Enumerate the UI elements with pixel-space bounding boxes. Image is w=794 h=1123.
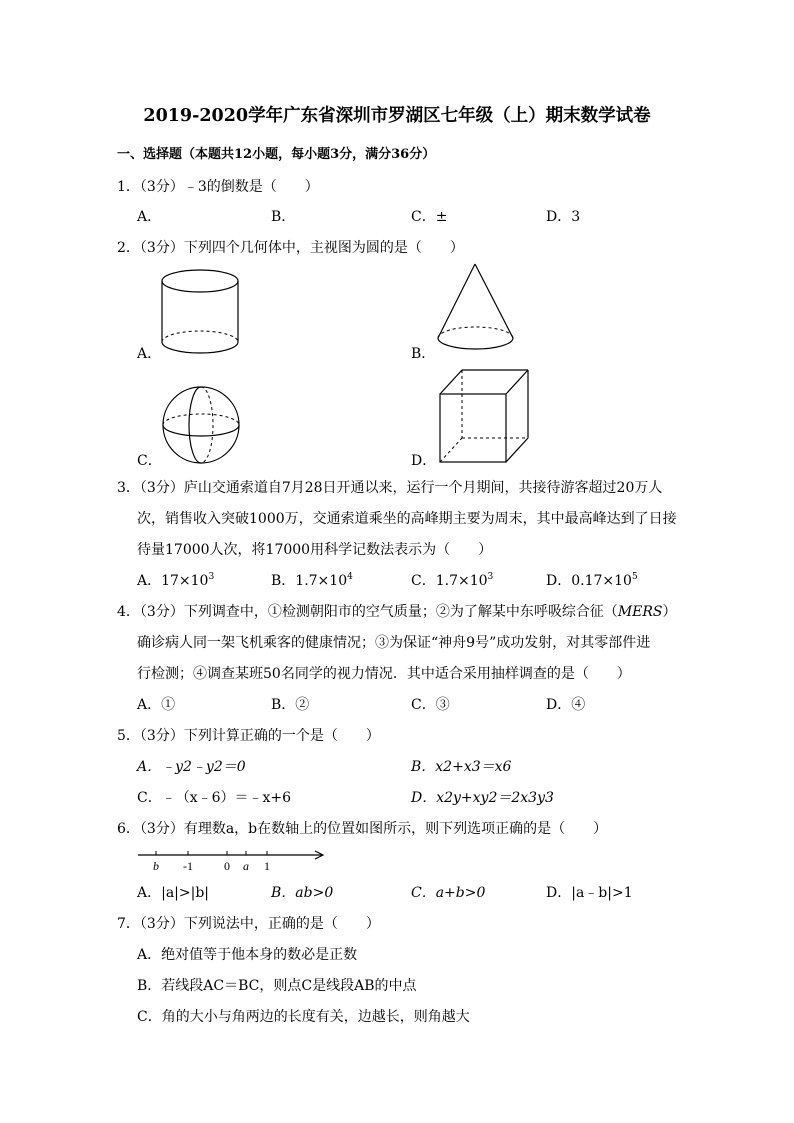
q6-stem: 6．（3分）有理数a，b在数轴上的位置如图所示，则下列选项正确的是（ ） bbox=[117, 821, 608, 837]
q5-option-a: A．﹣y2﹣y2＝0 bbox=[137, 759, 246, 775]
q1-option-c: C．± bbox=[411, 209, 448, 225]
q4-line-3: 行检测；④调查某班50名同学的视力情况．其中适合采用抽样调查的是（ ） bbox=[137, 666, 631, 682]
q3-option-a: A．$17\times 10^3$ bbox=[137, 572, 215, 589]
cylinder-figure bbox=[158, 268, 244, 358]
q1-option-b: B． bbox=[271, 209, 296, 225]
q2-option-d: D． bbox=[411, 453, 437, 469]
q2-option-c: C． bbox=[137, 453, 162, 469]
q7-stem: 7．（3分）下列说法中，正确的是（ ） bbox=[117, 916, 380, 932]
q6-option-a: A．|a|>|b| bbox=[137, 885, 210, 901]
q3-line-2: 次，销售收入突破1000万，交通索道乘坐的高峰期主要为周末，其中最高峰达到了日接 bbox=[137, 511, 677, 527]
axis-label-0: 0 bbox=[224, 859, 230, 873]
q3-option-d: D．$0.17\times 10^5$ bbox=[546, 572, 638, 589]
axis-label-neg1: -1 bbox=[183, 859, 193, 873]
q5-stem: 5．（3分）下列计算正确的一个是（ ） bbox=[117, 728, 380, 744]
axis-label-1: 1 bbox=[264, 859, 270, 873]
sphere-figure bbox=[160, 384, 244, 468]
q2-option-b: B． bbox=[411, 346, 436, 362]
q4-option-d: D．④ bbox=[546, 697, 586, 713]
q4-option-a: A．① bbox=[137, 697, 176, 713]
q4-option-c: C．③ bbox=[411, 697, 450, 713]
q4-line-2: 确诊病人同一架飞机乘客的健康情况；③为保证“神舟9号”成功发射，对其零部件进 bbox=[137, 635, 651, 651]
cube-figure bbox=[438, 368, 530, 466]
q3-option-b: B．$1.7\times 10^4$ bbox=[271, 572, 353, 589]
q6-option-d: D．|a﹣b|>1 bbox=[546, 885, 633, 901]
q1-stem: 1．（3分）﹣3的倒数是（ ） bbox=[117, 179, 319, 195]
q3-option-c: C．$1.7\times 10^3$ bbox=[411, 572, 494, 589]
q4-option-b: B．② bbox=[271, 697, 310, 713]
q3-line-1: 3．（3分）庐山交通索道自7月28日开通以来，运行一个月期间，共接待游客超过20万人 bbox=[117, 480, 663, 496]
q1-option-d: D．3 bbox=[546, 209, 581, 225]
q2-stem: 2．（3分）下列四个几何体中，主视图为圆的是（ ） bbox=[117, 240, 464, 256]
q3-line-3: 待量17000人次，将17000用科学记数法表示为（ ） bbox=[137, 542, 493, 558]
q6-option-c: C．a+b>0 bbox=[411, 885, 486, 901]
q7-option-a: A．绝对值等于他本身的数必是正数 bbox=[137, 947, 358, 963]
axis-label-b: b bbox=[153, 859, 159, 873]
q4-line-1: 4．（3分）下列调查中，①检测朝阳市的空气质量；②为了解某中东呼吸综合征（MERS） bbox=[117, 604, 677, 620]
q5-option-b: B．x2+x3＝x6 bbox=[411, 759, 512, 775]
q1-option-a: A． bbox=[137, 209, 162, 225]
q7-option-c: C．角的大小与角两边的长度有关，边越长，则角越大 bbox=[137, 1009, 470, 1025]
q2-option-a: A． bbox=[137, 346, 162, 362]
q6-option-b: B．ab>0 bbox=[271, 885, 334, 901]
page-title: 2019-2020学年广东省深圳市罗湖区七年级（上）期末数学试卷 bbox=[143, 106, 651, 126]
cone-figure bbox=[434, 262, 518, 358]
section-heading: 一、选择题（本题共12小题，每小题3分，满分36分） bbox=[117, 147, 436, 162]
q7-option-b: B．若线段AC＝BC，则点C是线段AB的中点 bbox=[137, 978, 417, 994]
axis-label-a: a bbox=[243, 859, 249, 873]
number-line bbox=[136, 848, 328, 874]
q5-option-c: C．﹣（x﹣6）＝﹣x+6 bbox=[137, 790, 292, 806]
q5-option-d: D．x2y+xy2＝2x3y3 bbox=[411, 790, 554, 806]
